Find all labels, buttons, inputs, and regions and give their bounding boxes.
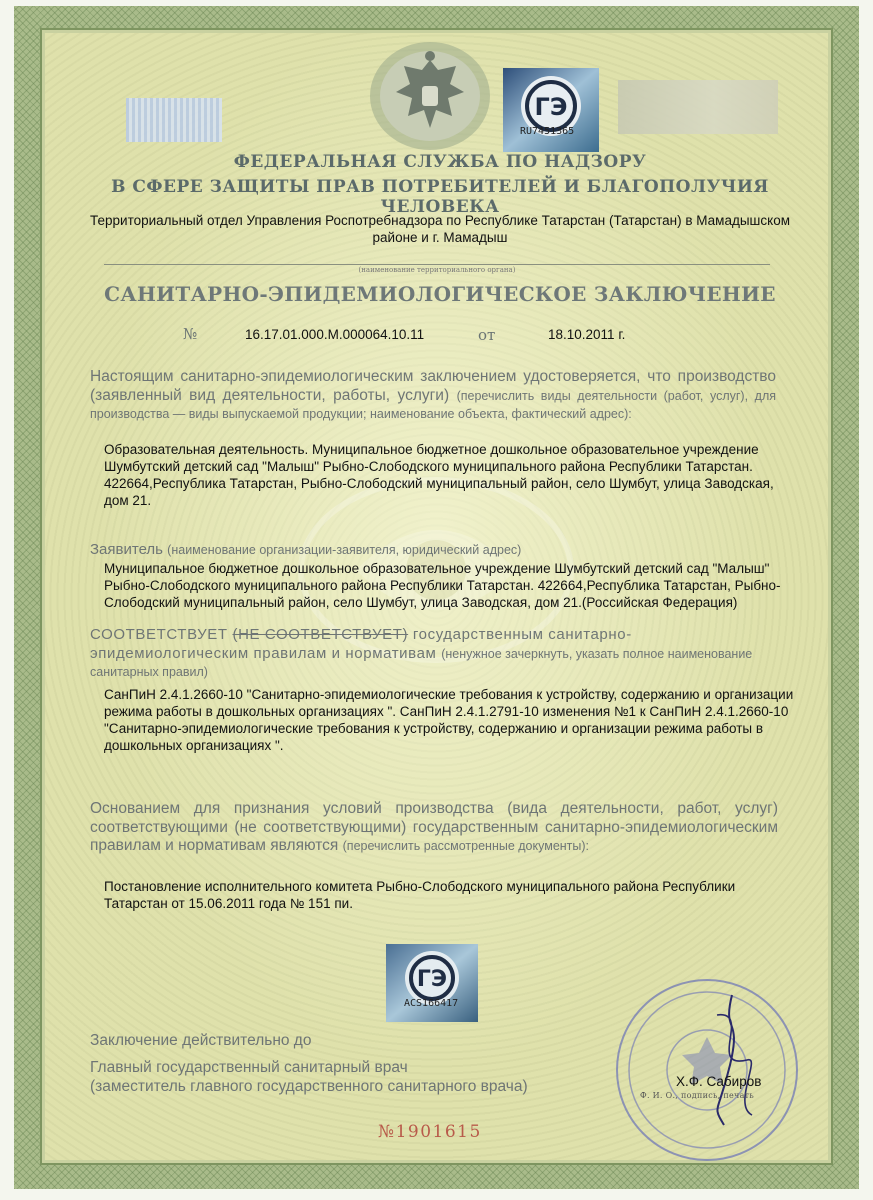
compliance-prompt [90, 626, 780, 682]
document-title: САНИТАРНО-ЭПИДЕМИОЛОГИЧЕСКОЕ ЗАКЛЮЧЕНИЕ [104, 282, 776, 306]
doctor-title-line2: (заместитель главного государственного санитарного врача) [90, 1078, 528, 1095]
hologram-top-icon [503, 68, 599, 152]
valid-until-label: Заключение действительно до [90, 1032, 312, 1049]
basis-value: Постановление исполнительного комитета Рыбно-Слободского муниципального района Республики Татарстан от 15.06.2011 года № 151 пи. [104, 879, 736, 911]
compliance-value: СанПиН 2.4.1.2660-10 "Санитарно-эпидемиологические требования к устройству, содержанию и организации режима работы в дошкольных организациях ". СанПиН 2.4.1.2791-10 изменения №1 к СанПиН 2.4.1.2660-10 "Санитарно-эпидемиологические требования к устройству, содержанию и организации режима работы в дошкольных организациях ". [104, 687, 794, 753]
basis-note: (перечислить рассмотренные документы): [342, 839, 590, 853]
doctor-title [90, 1058, 528, 1096]
basis-prompt-text: Основанием для признания условий производства (вида деятельности, работ, услуг) соответствующими (не соответствующими) государственным санитарно-эпидемиологическим правилам и нормативам являются [90, 800, 778, 854]
compliance-prompt-text: государственным санитарно-эпидемиологическим правилам и нормативам [90, 626, 632, 662]
not-complies-word: (НЕ СООТВЕТСТВУЕТ) [232, 626, 409, 643]
complies-word: СООТВЕТСТВУЕТ [90, 626, 228, 643]
agency-name-line1: ФЕДЕРАЛЬНАЯ СЛУЖБА ПО НАДЗОРУ [233, 152, 647, 172]
activity-prompt-note: (перечислить виды деятельности (работ, услуг), для производства — виды выпускаемой продукции; наименование объекта, фактический адрес): [90, 388, 777, 421]
basis-prompt [90, 800, 778, 856]
hologram-bottom-code: ACS166417 [404, 998, 459, 1009]
divider [104, 264, 770, 265]
applicant-value: Муниципальное бюджетное дошкольное образовательное учреждение Шумбутский детский сад "Малыш" Рыбно-Слободского муниципального района Республики Татарстан. 422664,Республика Татарстан, Рыбно-Слободский муниципальный район, село Шумбут, улица Заводская, дом 21.(Российская Федерация) [104, 561, 781, 610]
signer-name: Х.Ф. Сабиров [676, 1074, 762, 1089]
official-stamp-icon [612, 975, 802, 1165]
security-foil-icon [618, 80, 778, 134]
hologram-top-code: RU7451365 [520, 126, 575, 137]
coat-of-arms-icon [368, 40, 492, 152]
activity-prompt [90, 368, 776, 424]
date-label: от [478, 326, 496, 344]
certificate-date: 18.10.2011 г. [548, 327, 626, 342]
agency-name-line2: В СФЕРЕ ЗАЩИТЫ ПРАВ ПОТРЕБИТЕЛЕЙ И БЛАГОПОЛУЧИЯ ЧЕЛОВЕКА [111, 177, 769, 217]
svg-text:ГЭ: ГЭ [416, 967, 448, 992]
territorial-body: Территориальный отдел Управления Роспотребнадзора по Республике Татарстан (Татарстан) в Мамадышском районе и г. Мамадыш [90, 213, 790, 245]
compliance-note: (ненужное зачеркнуть, указать полное наименование санитарных правил) [90, 646, 753, 679]
doctor-title-line1: Главный государственный санитарный врач [90, 1059, 408, 1076]
applicant-label: Заявитель [90, 541, 163, 558]
number-label: № [183, 325, 198, 343]
security-patch-icon [126, 98, 222, 142]
activity-prompt-text: Настоящим санитарно-эпидемиологическим заключением удостоверяется, что производство (заявленный вид деятельности, работы, услуги) [90, 368, 776, 404]
serial-number: №1901615 [378, 1122, 482, 1142]
hologram-bottom-icon [386, 944, 478, 1022]
territorial-body-caption: (наименование территориального органа) [358, 266, 516, 274]
certificate-number: 16.17.01.000.М.000064.10.11 [245, 327, 425, 342]
signer-caption: Ф. И. О., подпись, печать [640, 1091, 755, 1100]
activity-value: Образовательная деятельность. Муниципальное бюджетное дошкольное образовательное учреждение Шумбутский детский сад "Малыш" Рыбно-Слободского муниципального района Республики Татарстан. 422664,Республика Татарстан, Рыбно-Слободский муниципальный район, село Шумбут, улица Заводская, дом 21. [104, 442, 774, 508]
svg-text:ГЭ: ГЭ [534, 93, 568, 121]
applicant-note: (наименование организации-заявителя, юридический адрес) [167, 543, 522, 557]
applicant-prompt [90, 541, 790, 558]
